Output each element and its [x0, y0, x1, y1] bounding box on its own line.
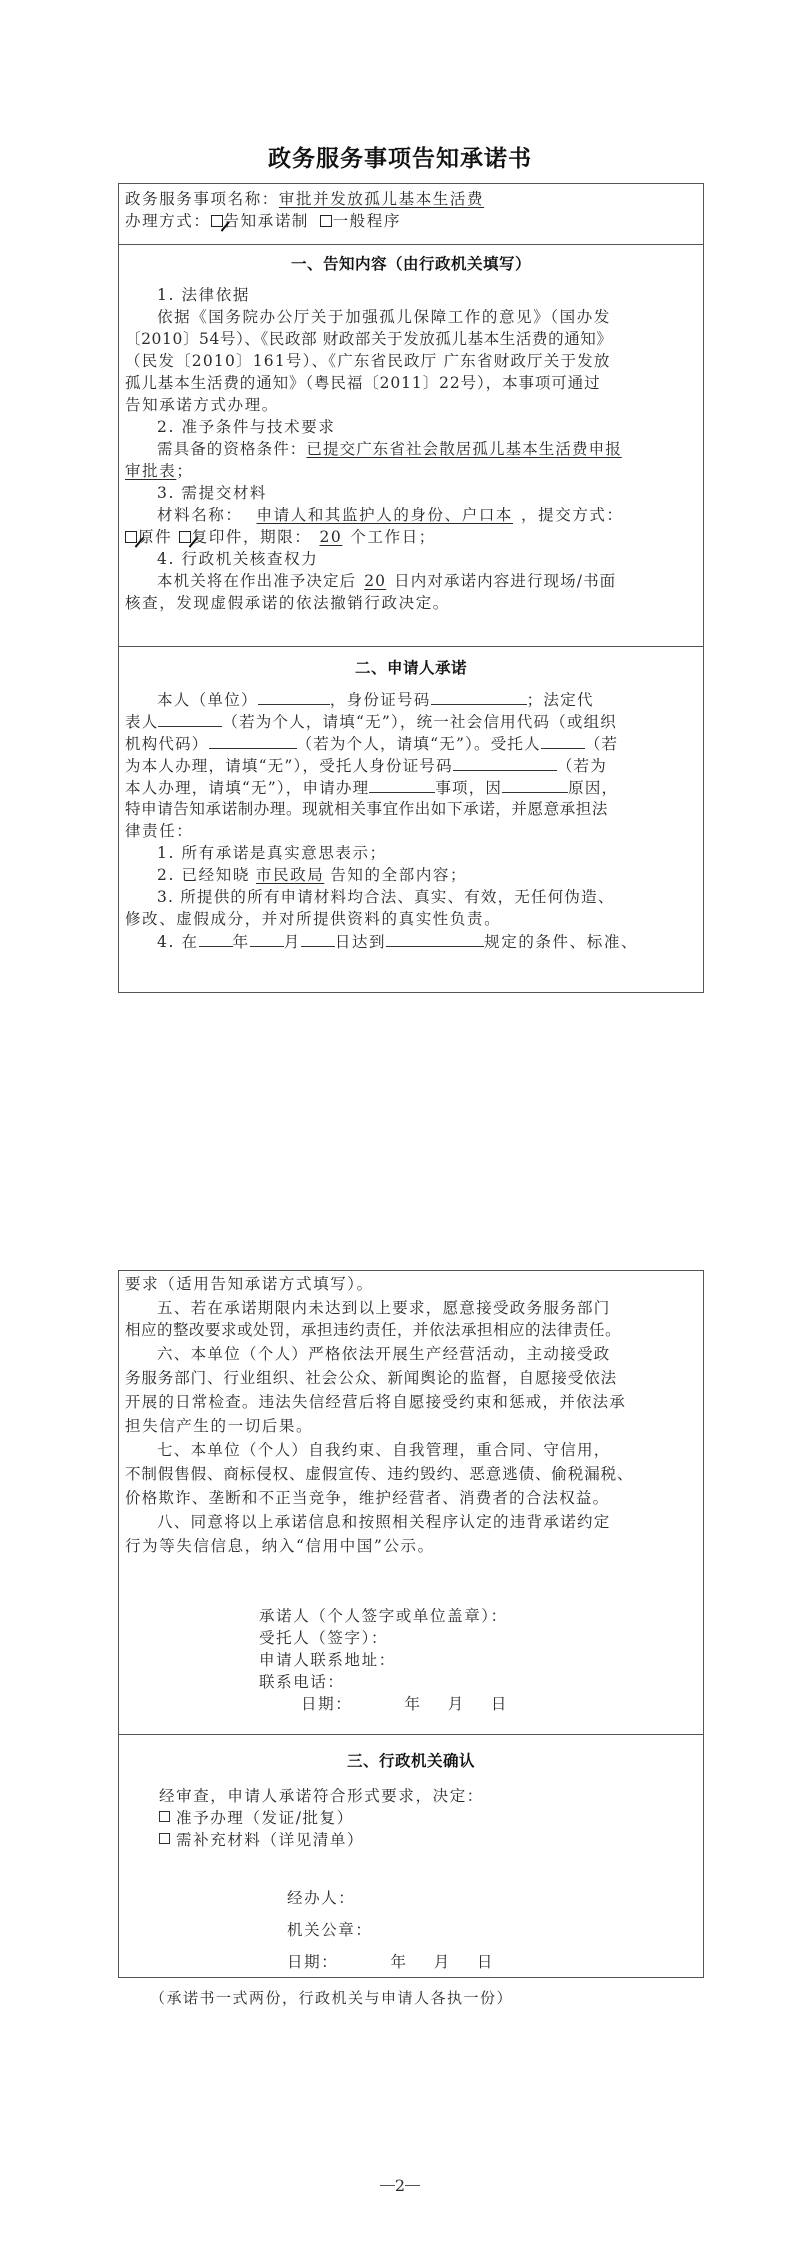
sub4-pre: 本机关将在作出准予决定后 [157, 572, 357, 590]
text: 事项，因 [435, 779, 503, 797]
sub3-title: 3. 需提交材料 [157, 484, 268, 502]
sub1-text-line: 孤儿基本生活费的通知》（粤民福〔2011〕22号），本事项可通过 [125, 374, 601, 392]
id-number-blank[interactable] [431, 688, 527, 705]
text: 为本人办理，请填“无”），受托人身份证号码 [125, 757, 453, 775]
sub2-condition-row-cont [125, 460, 697, 482]
text: 规定的条件、标准、 [484, 933, 639, 951]
year-blank[interactable] [199, 930, 233, 947]
divider [119, 646, 703, 647]
handler-label[interactable]: 经办人： [287, 1889, 356, 1907]
sub4-title: 4. 行政机关核查权力 [157, 550, 319, 568]
promise-para-line [125, 688, 697, 710]
option-original-label: 原件 [138, 528, 173, 546]
option-supplement[interactable] [159, 1829, 697, 1851]
sub2-end: ； [176, 462, 194, 480]
month-blank[interactable] [250, 930, 284, 947]
text: 表人 [125, 713, 159, 731]
checkbox-supplement-unchecked-icon[interactable] [159, 1833, 170, 1844]
contact-phone-label[interactable]: 联系电话： [259, 1673, 345, 1691]
checkbox-general-unchecked-icon[interactable] [320, 215, 332, 227]
checkbox-copy-checked-icon[interactable] [179, 531, 191, 543]
deadline-label: ，期限： [243, 528, 312, 546]
text: （若为 [556, 757, 607, 775]
dash-left [380, 2185, 395, 2186]
clause-6: 务服务部门、行业组织、社会公众、新闻舆论的监督，自愿接受依法 [125, 1369, 618, 1387]
text: 告知的全部内容； [330, 866, 468, 884]
sub1-text-line: 告知承诺方式办理。 [125, 396, 279, 414]
option-supplement-label: 需补充材料（详见清单） [176, 1831, 365, 1849]
clause-7: 七、本单位（个人）自我约束、自我管理，重合同、守信用， [157, 1441, 611, 1459]
text: 日达到 [334, 933, 387, 951]
promise-item-3-cont: 修改、虚假成分，并对所提供资料的真实性负责。 [125, 910, 502, 928]
clause-6: 六、本单位（个人）严格依法开展生产经营活动，主动接受政 [157, 1345, 611, 1363]
applicant-date-label[interactable]: 日期： 年 月 日 [301, 1695, 509, 1713]
agency-seal-label[interactable]: 机关公章： [287, 1921, 373, 1939]
text: 2. 已经知晓 [157, 866, 250, 884]
unit-name-blank[interactable] [258, 688, 330, 705]
sub1-title: 1. 法律依据 [157, 286, 250, 304]
sub3-label: 材料名称： [157, 506, 243, 524]
dash-right [405, 2185, 420, 2186]
promise-para-line [125, 710, 697, 732]
sub4-post: 日内对承诺内容进行现场/书面 [394, 572, 617, 590]
day-blank[interactable] [301, 930, 335, 947]
form-box-page-bottom [118, 1270, 704, 1978]
text: 年 [232, 933, 250, 951]
promisor-signature-label[interactable]: 承诺人（个人签字或单位盖章）： [259, 1607, 508, 1625]
text: （若为个人，请填“无”），统一社会信用代码（或组织 [222, 713, 618, 731]
promise-item-4-cont: 要求（适用告知承诺方式填写）。 [125, 1275, 374, 1293]
standard-blank[interactable] [386, 930, 484, 947]
form-box-page-top [118, 183, 704, 993]
promise-item-4 [125, 930, 697, 952]
divider [119, 1734, 703, 1735]
clause-8: 行为等失信信息，纳入“信用中国”公示。 [125, 1537, 435, 1555]
option-copy-label: 复印件 [191, 528, 244, 546]
service-item-value[interactable]: 审批并发放孤儿基本生活费 [278, 190, 485, 208]
sub4-text-row [125, 570, 697, 592]
agency-date-label[interactable]: 日期： 年 月 日 [287, 1953, 495, 1971]
sub4-text-line2: 核查，发现虚假承诺的依法撤销行政决定。 [125, 594, 450, 612]
checkbox-commitment-checked-icon[interactable] [211, 215, 223, 227]
sub3-options-row [125, 526, 697, 548]
clause-6: 担失信产生的一切后果。 [125, 1417, 314, 1435]
handling-method-label: 办理方式： [125, 212, 211, 230]
sub2-label: 需具备的资格条件： [157, 440, 307, 458]
promise-para-line [125, 754, 697, 776]
text: 本人办理，请填“无”），申请办理 [125, 779, 370, 797]
document-title: 政务服务事项告知承诺书 [268, 145, 532, 172]
sub2-value-cont[interactable]: 审批表 [125, 462, 177, 480]
clause-8: 八、同意将以上承诺信息和按照相关程序认定的违背承诺约定 [157, 1513, 611, 1531]
promise-item-2 [125, 864, 697, 886]
page-number-value: 2 [394, 2176, 406, 2195]
clause-7: 价格欺诈、垄断和不正当竞争，维护经营者、消费者的合法权益。 [125, 1489, 610, 1507]
clause-5: 五、若在承诺期限内未达到以上要求，愿意接受政务服务部门 [157, 1299, 611, 1317]
service-item-row [125, 188, 697, 210]
promise-para-line [125, 732, 697, 754]
sub1-text-line: 依据《国务院办公厅关于加强孤儿保障工作的意见》（国办发 [157, 308, 611, 326]
text: 月 [283, 933, 301, 951]
clause-6: 开展的日常检查。违法失信经营后将自愿接受约束和惩戒，并依法承 [125, 1393, 627, 1411]
sub2-condition-row [125, 438, 697, 460]
text: ，身份证号码 [329, 691, 431, 709]
divider [119, 244, 703, 245]
section3-heading: 三、行政机关确认 [346, 1752, 475, 1770]
deadline-unit: 个工作日； [350, 528, 436, 546]
option-commitment-label: 告知承诺制 [223, 212, 310, 230]
option-general-label: 一般程序 [332, 212, 401, 230]
section2-heading: 二、申请人承诺 [354, 659, 467, 677]
credit-code-blank[interactable] [209, 732, 297, 749]
reason-blank[interactable] [502, 776, 568, 793]
handling-method-row [125, 210, 697, 232]
sub4-days-value[interactable]: 20 [364, 572, 387, 590]
promise-para-line: 律责任： [125, 822, 194, 840]
text: ；法定代 [526, 691, 594, 709]
sub1-text-line: （民发〔2010〕161号）、《广东省民政厅 广东省财政厅关于发放 [125, 352, 611, 370]
legal-rep-blank[interactable] [158, 710, 222, 727]
sub3-method-label: ，提交方式： [521, 506, 624, 524]
applicant-address-label[interactable]: 申请人联系地址： [259, 1651, 396, 1669]
section1-heading: 一、告知内容（由行政机关填写） [290, 255, 531, 273]
option-approve-label: 准予办理（发证/批复） [176, 1809, 354, 1827]
deadline-value[interactable]: 20 [319, 528, 343, 546]
text: （若为个人，请填“无”）。受托人 [296, 735, 541, 753]
footnote: （承诺书一式两份，行政机关与申请人各执一份） [150, 1989, 514, 2007]
trustee-blank[interactable] [541, 732, 585, 749]
promise-item-3: 3. 所提供的所有申请材料均合法、真实、有效，无任何伪造、 [157, 888, 615, 906]
promise-item-1: 1. 所有承诺是真实意思表示； [157, 844, 387, 862]
sub3-material-value[interactable]: 申请人和其监护人的身份、户口本 [256, 506, 514, 524]
text: 原因， [568, 779, 619, 797]
sub2-title: 2. 准予条件与技术要求 [157, 418, 336, 436]
text: 机构代码） [125, 735, 209, 753]
review-intro: 经审查，申请人承诺符合形式要求，决定： [159, 1787, 484, 1805]
page-number [0, 2176, 800, 2195]
clause-7: 不制假售假、商标侵权、虚假宣传、违约毁约、恶意逃债、偷税漏税、 [125, 1465, 634, 1483]
sub1-text-line: 〔2010〕54号）、《民政部 财政部关于发放孤儿基本生活费的通知》 [125, 330, 613, 348]
service-item-label: 政务服务事项名称： [125, 190, 279, 208]
trustee-id-blank[interactable] [453, 754, 557, 771]
text: （若 [584, 735, 619, 753]
trustee-signature-label[interactable]: 受托人（签字）： [259, 1629, 389, 1647]
text: 4. 在 [157, 933, 199, 951]
sub3-material-row [125, 504, 697, 526]
text: 本人（单位） [157, 691, 258, 709]
apply-item-blank[interactable] [369, 776, 435, 793]
sub2-value[interactable]: 已提交广东省社会散居孤儿基本生活费申报 [306, 440, 622, 458]
bureau-value[interactable]: 市民政局 [255, 866, 325, 884]
promise-para-line [125, 776, 697, 798]
option-approve[interactable] [159, 1807, 697, 1829]
checkbox-original-checked-icon[interactable] [125, 531, 137, 543]
promise-para-line: 特申请告知承诺制办理。现就相关事宜作出如下承诺，并愿意承担法 [125, 800, 609, 818]
clause-5: 相应的整改要求或处罚，承担违约责任，并依法承担相应的法律责任。 [125, 1321, 622, 1339]
checkbox-approve-unchecked-icon[interactable] [159, 1811, 170, 1822]
